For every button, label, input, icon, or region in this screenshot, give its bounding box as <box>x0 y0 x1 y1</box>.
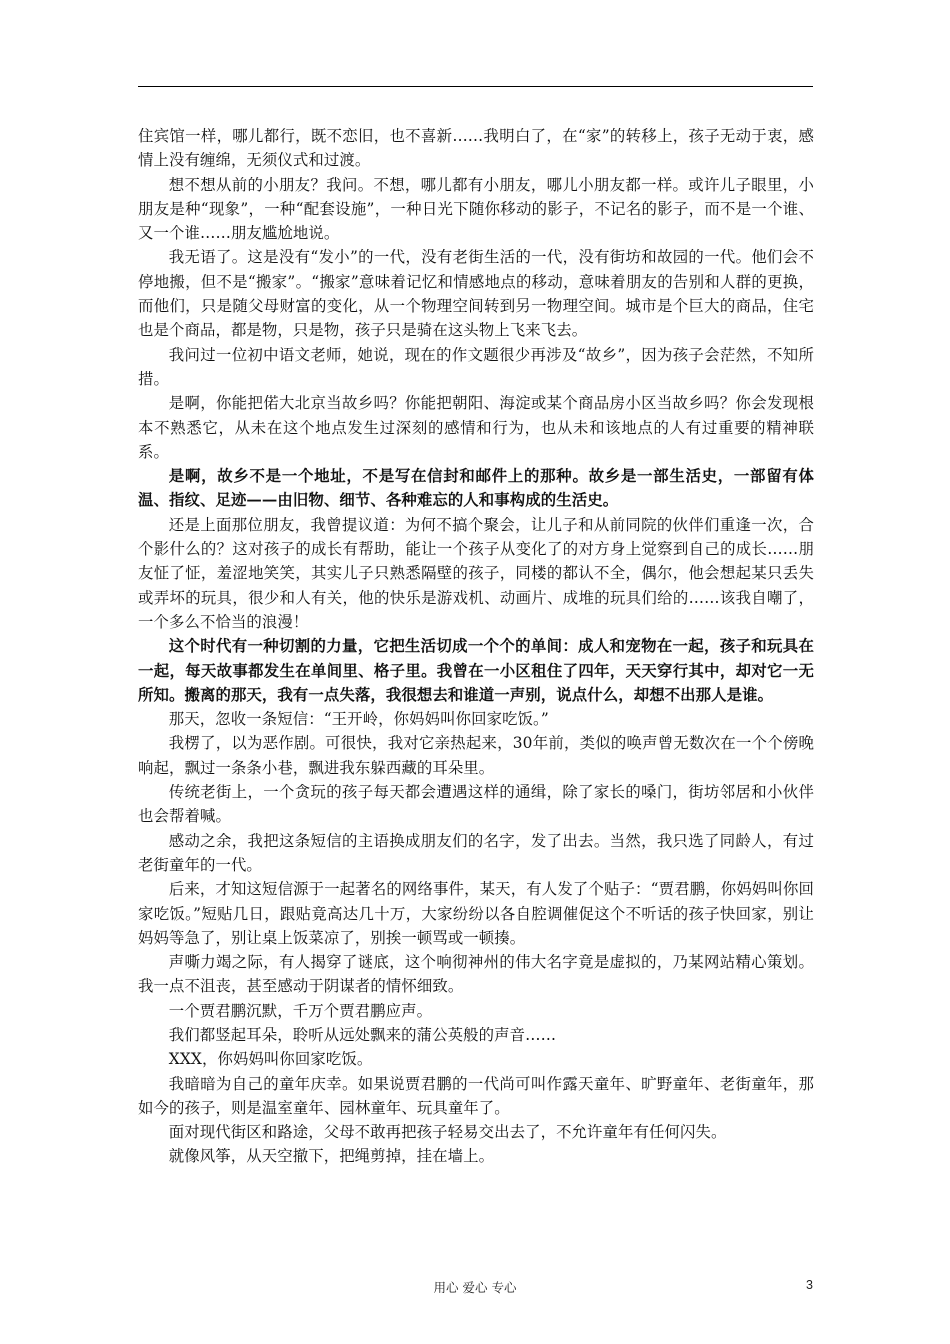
paragraph: 就像风筝，从天空撤下，把绳剪掉，挂在墙上。 <box>168 1147 495 1166</box>
paragraph: 我无语了。这是没有“发小”的一代，没有老街生活的一代，没有街坊和故园的一代。他们会不停地搬，但不是“搬家”。“搬家”意味着记忆和情感地点的移动，意味着朋友的告别和人群的更换，而他们，只是随父母财富的变化，从一个物理空间转到另一物理空间。城市是个巨大的商品，住宅也是个商品，都是物，只是物，孩子只是骑在这头物上飞来飞去。 <box>138 248 814 340</box>
footer-motto: 用心 爱心 专心 <box>433 1280 517 1295</box>
document-body <box>138 124 814 1169</box>
paragraph: 想不想从前的小朋友？我问。不想，哪儿都有小朋友，哪儿小朋友都一样。或许儿子眼里，小朋友是种“现象”，一种“配套设施”，一种日光下随你移动的影子，不记名的影子，而不是一个谁、又一个谁……朋友尴尬地说。 <box>138 175 814 243</box>
page-number: 3 <box>806 1278 813 1292</box>
paragraph: 还是上面那位朋友，我曾提议道：为何不搞个聚会，让儿子和从前同院的伙伴们重逢一次，合个影什么的？这对孩子的成长有帮助，能让一个孩子从变化了的对方身上觉察到自己的成长……朋友怔了怔，羞涩地笑笑，其实儿子只熟悉隔壁的孩子，同楼的都认不全，偶尔，他会想起某只丢失或弄坏的玩具，很少和人有关，他的快乐是游戏机、动画片、成堆的玩具们给的……该我自嘲了，一个多么不恰当的浪漫！ <box>138 515 814 631</box>
paragraph: 我暗暗为自己的童年庆幸。如果说贾君鹏的一代尚可叫作露天童年、旷野童年、老街童年，那如今的孩子，则是温室童年、园林童年、玩具童年了。 <box>138 1074 814 1117</box>
bold-paragraph: 这个时代有一种切割的力量，它把生活切成一个个的单间：成人和宠物在一起，孩子和玩具在一起，每天故事都发生在单间里、格子里。我曾在一小区租住了四年，天天穿行其中，却对它一无所知。搬离的那天，我有一点失落，我很想去和谁道一声别，说点什么，却想不出那人是谁。 <box>138 637 814 704</box>
paragraph: 是啊，你能把偌大北京当故乡吗？你能把朝阳、海淀或某个商品房小区当故乡吗？你会发现根本不熟悉它，从未在这个地点发生过深刻的感情和行为，也从未和该地点的人有过重要的精神联系。 <box>138 394 814 461</box>
paragraph: 一个贾君鹏沉默，千万个贾君鹏应声。 <box>168 1001 433 1020</box>
paragraph: 我们都竖起耳朵，聆听从远处飘来的蒲公英般的声音…… <box>168 1025 557 1044</box>
paragraph: 感动之余，我把这条短信的主语换成朋友们的名字，发了出去。当然，我只选了同龄人，有过老街童年的一代。 <box>138 831 814 874</box>
paragraph: 我楞了，以为恶作剧。可很快，我对它亲热起来，30年前，类似的唤声曾无数次在一个个傍晚响起，飘过一条条小巷，飘进我东躲西藏的耳朵里。 <box>138 734 814 777</box>
paragraph: 后来，才知这短信源于一起著名的网络事件，某天，有人发了个贴子：“贾君鹏，你妈妈叫你回家吃饭。”短贴几日，跟贴竟高达几十万，大家纷纷以各自腔调催促这个不听话的孩子快回家，别让妈妈等急了，别让桌上饭菜凉了，别挨一顿骂或一顿揍。 <box>138 880 814 947</box>
paragraph: 那天，忽收一条短信：“王开岭，你妈妈叫你回家吃饭。” <box>168 710 549 729</box>
bold-paragraph: 是啊，故乡不是一个地址，不是写在信封和邮件上的那种。故乡是一部生活史，一部留有体温、指纹、足迹——由旧物、细节、各种难忘的人和事构成的生活史。 <box>138 467 814 510</box>
paragraph: XXX，你妈妈叫你回家吃饭。 <box>168 1050 373 1069</box>
paragraph: 面对现代街区和路途，父母不敢再把孩子轻易交出去了，不允许童年有任何闪失。 <box>168 1123 727 1142</box>
paragraph: 住宾馆一样，哪儿都行，既不恋旧，也不喜新……我明白了，在“家”的转移上，孩子无动于衷，感情上没有缠绵，无须仪式和过渡。 <box>138 127 814 170</box>
paragraph: 我问过一位初中语文老师，她说，现在的作文题很少再涉及“故乡”，因为孩子会茫然，不知所措。 <box>138 345 814 388</box>
header-rule <box>138 86 813 87</box>
paragraph: 声嘶力竭之际，有人揭穿了谜底，这个响彻神州的伟大名字竟是虚拟的，乃某网站精心策划。我一点不沮丧，甚至感动于阴谋者的情怀细致。 <box>138 953 814 996</box>
paragraph: 传统老街上，一个贪玩的孩子每天都会遭遇这样的通缉，除了家长的嗓门，街坊邻居和小伙伴也会帮着喊。 <box>138 783 814 826</box>
